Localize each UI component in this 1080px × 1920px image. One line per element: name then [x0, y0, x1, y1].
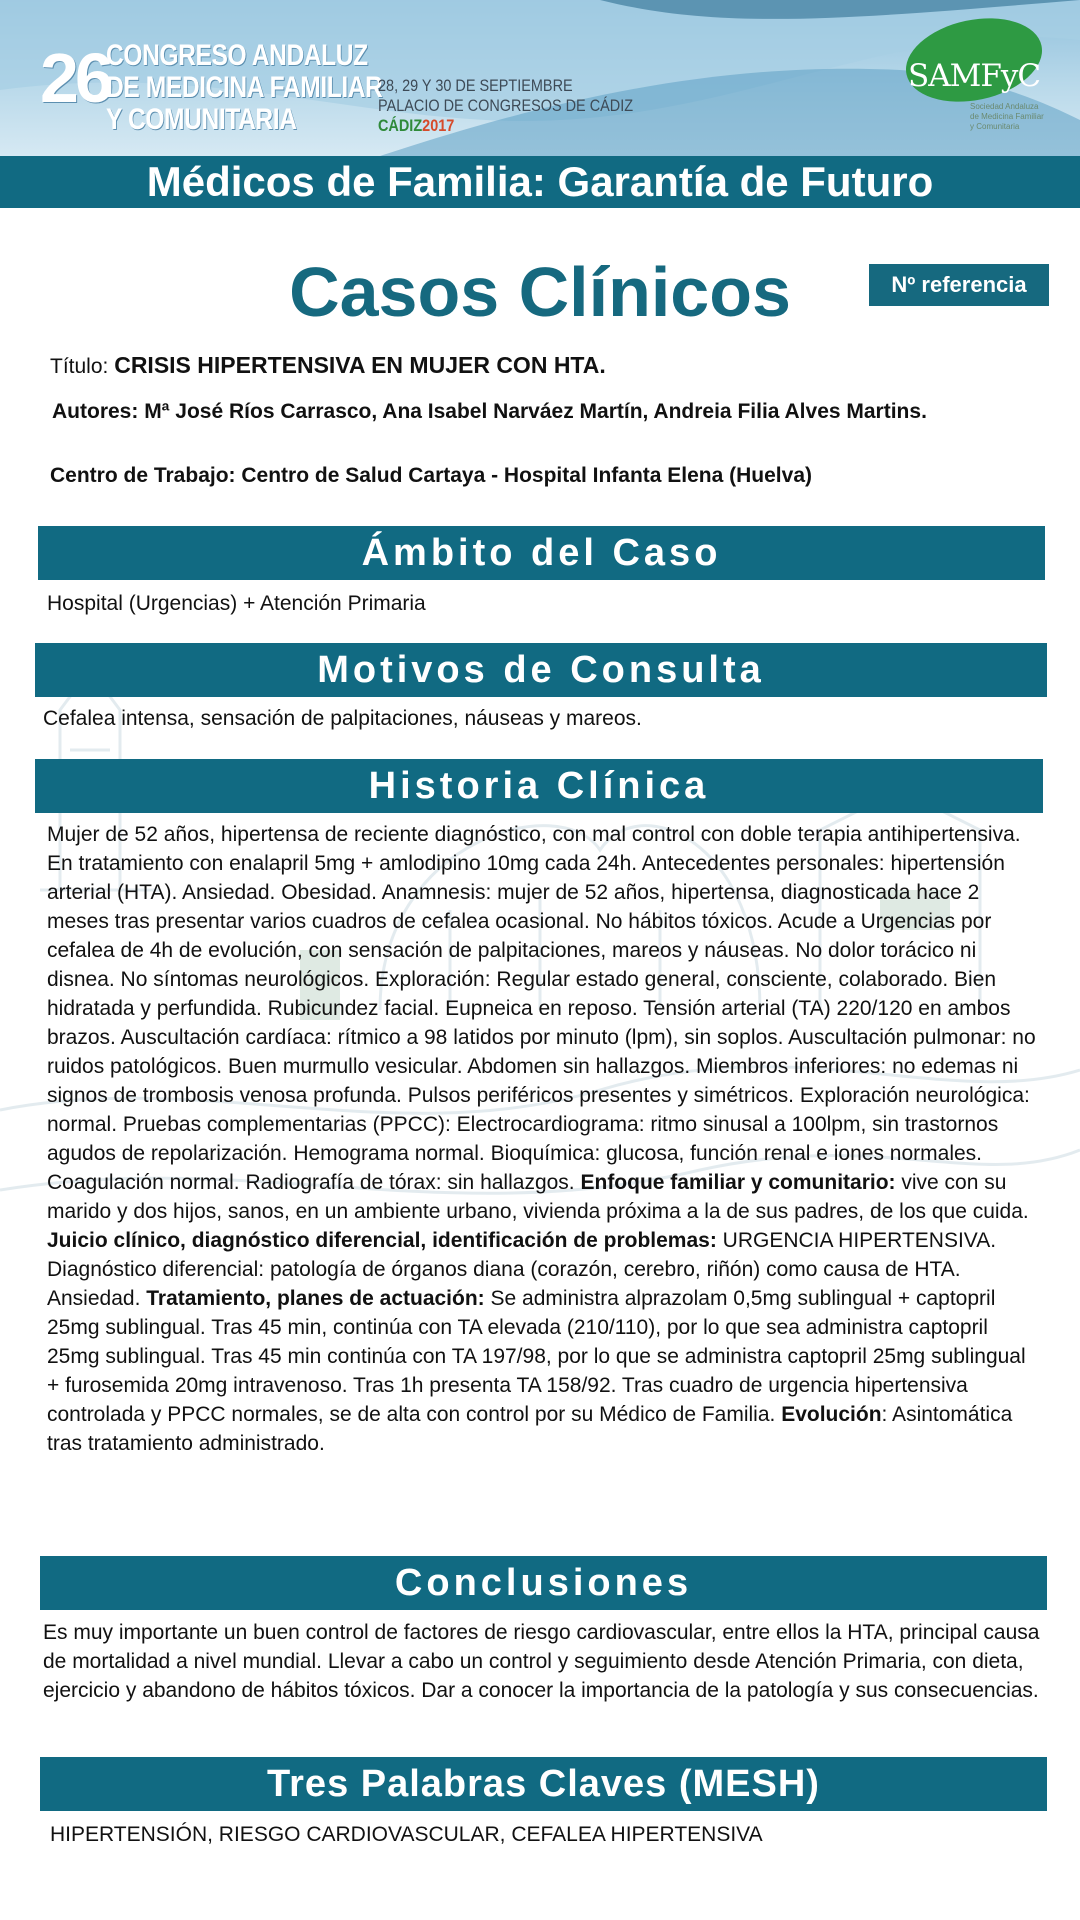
- case-authors: [52, 398, 1002, 426]
- event-venue: PALACIO DE CONGRESOS DE CÁDIZ: [378, 96, 634, 115]
- samfyc-sub-line-2: de Medicina Familiar: [970, 112, 1044, 121]
- historia-label-tratamiento: Tratamiento, planes de actuación:: [146, 1287, 485, 1310]
- samfyc-logo-subtitle: [970, 102, 1044, 132]
- case-center-value: Centro de Salud Cartaya - Hospital Infanta Elena (Huelva): [241, 464, 812, 487]
- section-heading-conclusiones: Conclusiones: [40, 1556, 1047, 1610]
- samfyc-logo-text: SAMFyC: [908, 58, 1041, 94]
- samfyc-sub-line-1: Sociedad Andaluza: [970, 102, 1039, 111]
- case-authors-value: Mª José Ríos Carrasco, Ana Isabel Narváez Martín, Andreia Filia Alves Martins.: [144, 400, 927, 423]
- samfyc-sub-line-3: y Comunitaria: [970, 122, 1020, 131]
- event-dates: 28, 29 Y 30 DE SEPTIEMBRE: [378, 76, 573, 95]
- case-title-value: CRISIS HIPERTENSIVA EN MUJER CON HTA.: [114, 352, 606, 378]
- section-text-ambito: Hospital (Urgencias) + Atención Primaria: [47, 592, 426, 615]
- historia-text-5: : Asintomática tras tratamiento administrado.: [47, 1403, 1013, 1455]
- event-info: [378, 76, 678, 136]
- event-city: [378, 116, 633, 136]
- page-title: Casos Clínicos: [289, 253, 791, 331]
- section-text-motivos: Cefalea intensa, sensación de palpitaciones, náuseas y mareos.: [43, 707, 642, 730]
- historia-text-1: Mujer de 52 años, hipertensa de reciente diagnóstico, con mal control con doble terapia antihipertensiva. En tratamiento con enalapril 5mg + amlodipino 10mg cada 24h. Antecedentes personales: hipertensión arterial (HTA). Ansiedad. Obesidad. Anamnesis: mujer de 52 años, hipertensa, diagnosticada hace 2 meses tras presentar varios cuadros de cefalea ocasional. No hábitos tóxicos. Acude a Urgencias por cefalea de 4h de evolución, con sensación de palpitaciones, mareos y náuseas. No dolor torácico ni disnea. No síntomas neurológicos. Exploración: Regular estado general, consciente, colaborado. Bien hidratada y perfundida. Rubicundez facial. Eupneica en reposo. Tensión arterial (TA) 220/120 en ambos brazos. Auscultación cardíaca: rítmico a 98 latidos por minuto (lpm), sin soplos. Auscultación pulmonar: no ruidos patológicos. Buen murmullo vesicular. Abdomen sin hallazgos. Miembros inferiores: no edemas ni signos de trombosis venosa profunda. Pulsos periféricos presentes y simétricos. Exploración neurológica: normal. Pruebas complementarias (PPCC): Electrocardiograma: ritmo sinusal a 100lpm, sin trastornos agudos de repolarización. Hemograma normal. Bioquímica: glucosa, función renal e iones normales. Coagulación normal. Radiografía de tórax: sin hallazgos.: [47, 823, 1036, 1194]
- historia-text-3: URGENCIA HIPERTENSIVA. Diagnóstico diferencial: patología de órganos diana (corazón, cerebro, riñón) como causa de HTA. Ansiedad.: [47, 1229, 997, 1310]
- event-city-name: CÁDIZ: [378, 116, 423, 135]
- historia-label-evolucion: Evolución: [781, 1403, 882, 1426]
- historia-text-2: vive con su marido y dos hijos, sanos, en un ambiente urbano, vivienda próxima a la de sus padres, de los que cuida.: [47, 1171, 1029, 1223]
- congress-line-2: DE MEDICINA FAMILIAR: [106, 71, 383, 104]
- historia-text-4: Se administra alprazolam 0,5mg sublingual + captopril 25mg sublingual. Tras 45 min, continúa con TA elevada (210/110), por lo que sea administra captopril 25mg sublingual. Tras 45 min continúa con TA 197/98, por lo que se administra captopril 25mg sublingual + furosemida 20mg intravenoso. Tras 1h presenta TA 158/92. Tras cuadro de urgencia hipertensiva controlada y PPCC normales, se de alta con control por su Médico de Familia.: [47, 1287, 1026, 1426]
- congress-line-3: Y COMUNITARIA: [106, 103, 297, 136]
- section-text-conclusiones: Es muy importante un buen control de factores de riesgo cardiovascular, entre ellos la HTA, principal causa de mortalidad a nivel mundial. Llevar a cabo un control y seguimiento desde Atención Primaria, con dieta, ejercicio y abandono de hábitos tóxicos. Dar a conocer la importancia de la patología y sus consecuencias.: [43, 1621, 1040, 1702]
- historia-label-enfoque: Enfoque familiar y comunitario:: [580, 1171, 896, 1194]
- event-year: 2017: [422, 116, 455, 135]
- section-heading-ambito: Ámbito del Caso: [38, 526, 1045, 580]
- section-heading-motivos: Motivos de Consulta: [35, 643, 1047, 697]
- section-heading-palabras-clave: Tres Palabras Claves (MESH): [40, 1757, 1047, 1811]
- section-text-historia: [47, 820, 1042, 1458]
- congress-line-1: CONGRESO ANDALUZ: [106, 39, 368, 72]
- historia-label-juicio: Juicio clínico, diagnóstico diferencial, identificación de problemas:: [47, 1229, 717, 1252]
- section-text-palabras-clave: HIPERTENSIÓN, RIESGO CARDIOVASCULAR, CEFALEA HIPERTENSIVA: [50, 1823, 763, 1846]
- reference-number-badge: Nº referencia: [869, 264, 1049, 306]
- case-title-label: Título:: [50, 355, 109, 378]
- case-title: [50, 352, 606, 379]
- case-work-center: [50, 464, 812, 488]
- case-authors-label: Autores:: [52, 400, 139, 423]
- section-heading-historia: Historia Clínica: [35, 759, 1043, 813]
- congress-header: [0, 0, 1080, 156]
- case-center-label: Centro de Trabajo:: [50, 464, 236, 487]
- slogan-bar: Médicos de Familia: Garantía de Futuro: [0, 156, 1080, 208]
- congress-number: 26: [40, 39, 110, 117]
